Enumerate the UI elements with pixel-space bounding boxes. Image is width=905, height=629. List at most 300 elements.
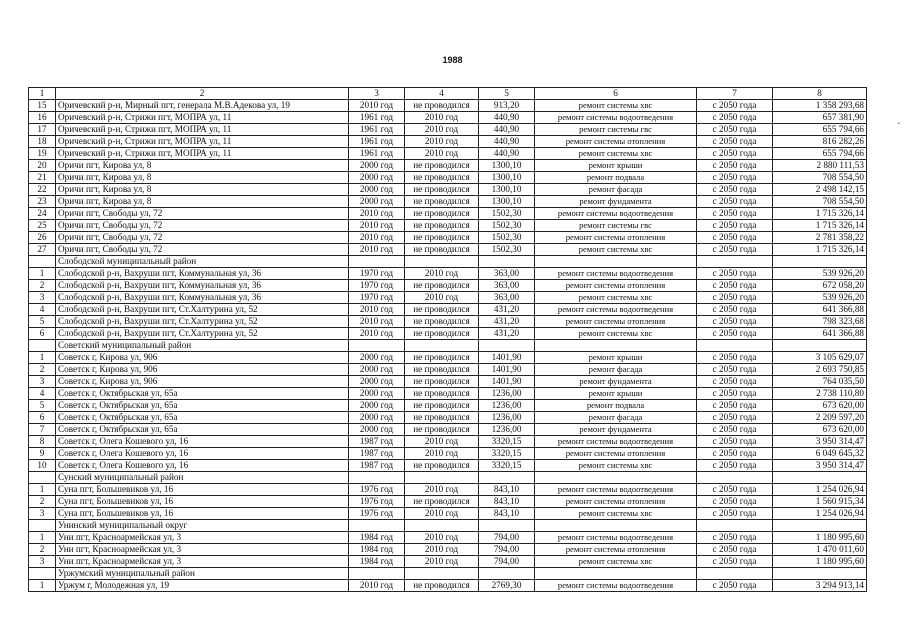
- table-row: [29, 496, 867, 508]
- row-number: 5: [29, 316, 56, 328]
- address-cell: Уни пгт, Красноармейская ул, 3: [56, 556, 349, 568]
- work-type-cell: ремонт системы отопления: [535, 136, 697, 148]
- row-number: 19: [29, 148, 56, 160]
- table-row: [29, 160, 867, 172]
- empty-cell: [29, 520, 56, 532]
- row-number: 25: [29, 220, 56, 232]
- cost-cell: 3 105 629,07: [773, 352, 867, 364]
- work-type-cell: ремонт крыши: [535, 352, 697, 364]
- table-row: [29, 364, 867, 376]
- empty-cell: [535, 340, 697, 352]
- row-number: 7: [29, 424, 56, 436]
- work-type-cell: ремонт системы отопления: [535, 280, 697, 292]
- empty-cell: [29, 340, 56, 352]
- area-cell: 913,20: [479, 100, 535, 112]
- build-year-cell: 1987 год: [349, 448, 405, 460]
- area-cell: 1502,30: [479, 220, 535, 232]
- cost-cell: 708 554,50: [773, 172, 867, 184]
- address-cell: Оричи пгт, Кирова ул, 8: [56, 196, 349, 208]
- last-repair-cell: не проводился: [405, 376, 479, 388]
- planned-period-cell: с 2050 года: [697, 400, 773, 412]
- area-cell: 1502,30: [479, 232, 535, 244]
- work-type-cell: ремонт системы отопления: [535, 496, 697, 508]
- planned-period-cell: с 2050 года: [697, 100, 773, 112]
- cost-cell: 655 794,66: [773, 124, 867, 136]
- area-cell: 431,20: [479, 304, 535, 316]
- last-repair-cell: не проводился: [405, 424, 479, 436]
- table-row: [29, 412, 867, 424]
- area-cell: 431,20: [479, 316, 535, 328]
- col-header-4: 4: [405, 88, 479, 100]
- row-number: 3: [29, 292, 56, 304]
- table-row: [29, 208, 867, 220]
- last-repair-cell: 2010 год: [405, 136, 479, 148]
- address-cell: Советск г, Октябрьская ул, 65а: [56, 424, 349, 436]
- row-number: 8: [29, 436, 56, 448]
- empty-cell: [29, 568, 56, 580]
- area-cell: 843,10: [479, 508, 535, 520]
- empty-cell: [349, 340, 405, 352]
- build-year-cell: 2000 год: [349, 400, 405, 412]
- build-year-cell: 2010 год: [349, 208, 405, 220]
- address-cell: Суна пгт, Большевиков ул, 16: [56, 508, 349, 520]
- area-cell: 1401,90: [479, 376, 535, 388]
- area-cell: 3320,15: [479, 460, 535, 472]
- planned-period-cell: с 2050 года: [697, 460, 773, 472]
- address-cell: Оричевский р-н, Мирный пгт, генерала М.В.Адекова ул, 19: [56, 100, 349, 112]
- cost-cell: 764 035,50: [773, 376, 867, 388]
- build-year-cell: 2000 год: [349, 352, 405, 364]
- build-year-cell: 2010 год: [349, 100, 405, 112]
- last-repair-cell: не проводился: [405, 388, 479, 400]
- address-cell: Оричевский р-н, Стрижи пгт, МОПРА ул, 11: [56, 136, 349, 148]
- last-repair-cell: 2010 год: [405, 112, 479, 124]
- work-type-cell: ремонт системы хвс: [535, 100, 697, 112]
- cost-cell: 1 180 995,60: [773, 532, 867, 544]
- address-cell: Советск г, Кирова ул, 906: [56, 364, 349, 376]
- area-cell: 1300,10: [479, 196, 535, 208]
- row-number: 1: [29, 268, 56, 280]
- planned-period-cell: с 2050 года: [697, 424, 773, 436]
- planned-period-cell: с 2050 года: [697, 580, 773, 592]
- build-year-cell: 2000 год: [349, 196, 405, 208]
- area-cell: 440,90: [479, 136, 535, 148]
- work-type-cell: ремонт системы гвс: [535, 124, 697, 136]
- table-row: [29, 244, 867, 256]
- district-row: [29, 340, 867, 352]
- area-cell: 440,90: [479, 124, 535, 136]
- planned-period-cell: с 2050 года: [697, 496, 773, 508]
- table-row: [29, 100, 867, 112]
- table-row: [29, 292, 867, 304]
- build-year-cell: 1970 год: [349, 292, 405, 304]
- address-cell: Слободской р-н, Вахруши пгт, Ст.Халтурина ул, 52: [56, 316, 349, 328]
- planned-period-cell: с 2050 года: [697, 484, 773, 496]
- page-number: 1988: [442, 55, 463, 65]
- empty-cell: [405, 568, 479, 580]
- empty-cell: [479, 472, 535, 484]
- empty-cell: [773, 340, 867, 352]
- last-repair-cell: 2010 год: [405, 268, 479, 280]
- planned-period-cell: с 2050 года: [697, 148, 773, 160]
- area-cell: 794,00: [479, 544, 535, 556]
- planned-period-cell: с 2050 года: [697, 196, 773, 208]
- row-number: 3: [29, 556, 56, 568]
- work-type-cell: ремонт системы хвс: [535, 460, 697, 472]
- work-type-cell: ремонт фундамента: [535, 376, 697, 388]
- area-cell: 1300,10: [479, 160, 535, 172]
- table-row: [29, 388, 867, 400]
- cost-cell: 641 366,88: [773, 304, 867, 316]
- table-row: [29, 220, 867, 232]
- col-header-1: 1: [29, 88, 56, 100]
- work-type-cell: ремонт системы отопления: [535, 316, 697, 328]
- build-year-cell: 1970 год: [349, 280, 405, 292]
- work-type-cell: ремонт системы отопления: [535, 448, 697, 460]
- table-row: [29, 280, 867, 292]
- cost-cell: 655 794,66: [773, 148, 867, 160]
- area-cell: 3320,15: [479, 436, 535, 448]
- area-cell: 1236,00: [479, 388, 535, 400]
- cost-cell: 1 470 011,60: [773, 544, 867, 556]
- cost-cell: 3 950 314,47: [773, 460, 867, 472]
- empty-cell: [773, 520, 867, 532]
- address-cell: Уни пгт, Красноармейская ул, 3: [56, 544, 349, 556]
- last-repair-cell: 2010 год: [405, 124, 479, 136]
- row-number: 6: [29, 412, 56, 424]
- row-number: 15: [29, 100, 56, 112]
- empty-cell: [349, 256, 405, 268]
- row-number: 10: [29, 460, 56, 472]
- address-cell: Советск г, Олега Кошевого ул, 16: [56, 460, 349, 472]
- planned-period-cell: с 2050 года: [697, 184, 773, 196]
- row-number: 5: [29, 400, 56, 412]
- cost-cell: 539 926,20: [773, 292, 867, 304]
- area-cell: 1502,30: [479, 244, 535, 256]
- area-cell: 2769,30: [479, 580, 535, 592]
- address-cell: Оричи пгт, Свободы ул, 72: [56, 220, 349, 232]
- last-repair-cell: не проводился: [405, 172, 479, 184]
- address-cell: Советск г, Олега Кошевого ул, 16: [56, 448, 349, 460]
- area-cell: 1502,30: [479, 208, 535, 220]
- address-cell: Оричевский р-н, Стрижи пгт, МОПРА ул, 11: [56, 112, 349, 124]
- district-row: [29, 520, 867, 532]
- cost-cell: 1 560 915,34: [773, 496, 867, 508]
- planned-period-cell: с 2050 года: [697, 508, 773, 520]
- planned-period-cell: с 2050 года: [697, 160, 773, 172]
- empty-cell: [405, 340, 479, 352]
- planned-period-cell: с 2050 года: [697, 352, 773, 364]
- build-year-cell: 1976 год: [349, 508, 405, 520]
- address-cell: Слободской р-н, Вахруши пгт, Коммунальная ул, 36: [56, 292, 349, 304]
- build-year-cell: 1961 год: [349, 124, 405, 136]
- address-cell: Оричи пгт, Свободы ул, 72: [56, 208, 349, 220]
- last-repair-cell: не проводился: [405, 364, 479, 376]
- last-repair-cell: не проводился: [405, 304, 479, 316]
- cost-cell: 1 254 026,94: [773, 508, 867, 520]
- work-type-cell: ремонт фундамента: [535, 196, 697, 208]
- planned-period-cell: с 2050 года: [697, 388, 773, 400]
- table-row: [29, 304, 867, 316]
- row-number: 22: [29, 184, 56, 196]
- last-repair-cell: 2010 год: [405, 544, 479, 556]
- build-year-cell: 2000 год: [349, 364, 405, 376]
- row-number: 3: [29, 376, 56, 388]
- address-cell: Слободской р-н, Вахруши пгт, Ст.Халтурина ул, 52: [56, 304, 349, 316]
- last-repair-cell: 2010 год: [405, 556, 479, 568]
- planned-period-cell: с 2050 года: [697, 436, 773, 448]
- district-name: Советский муниципальный район: [56, 340, 349, 352]
- planned-period-cell: с 2050 года: [697, 280, 773, 292]
- empty-cell: [535, 256, 697, 268]
- last-repair-cell: не проводился: [405, 328, 479, 340]
- area-cell: 431,20: [479, 328, 535, 340]
- empty-cell: [697, 568, 773, 580]
- work-type-cell: ремонт системы отопления: [535, 232, 697, 244]
- area-cell: 363,00: [479, 292, 535, 304]
- address-cell: Оричевский р-н, Стрижи пгт, МОПРА ул, 11: [56, 148, 349, 160]
- cost-cell: 798 323,68: [773, 316, 867, 328]
- last-repair-cell: не проводился: [405, 280, 479, 292]
- table-row: [29, 484, 867, 496]
- work-type-cell: ремонт системы водоотведения: [535, 436, 697, 448]
- row-number: 1: [29, 484, 56, 496]
- area-cell: 1401,90: [479, 352, 535, 364]
- cost-cell: 2 498 142,15: [773, 184, 867, 196]
- row-number: 3: [29, 508, 56, 520]
- last-repair-cell: не проводился: [405, 220, 479, 232]
- empty-cell: [773, 472, 867, 484]
- empty-cell: [697, 520, 773, 532]
- cost-cell: 673 620,00: [773, 400, 867, 412]
- cost-cell: 673 620,00: [773, 424, 867, 436]
- build-year-cell: 2010 год: [349, 232, 405, 244]
- last-repair-cell: не проводился: [405, 160, 479, 172]
- row-number: 2: [29, 364, 56, 376]
- cost-cell: 708 554,50: [773, 196, 867, 208]
- address-cell: Слободской р-н, Вахруши пгт, Ст.Халтурина ул, 52: [56, 328, 349, 340]
- table-row: [29, 400, 867, 412]
- work-type-cell: ремонт системы водоотведения: [535, 532, 697, 544]
- empty-cell: [773, 568, 867, 580]
- work-type-cell: ремонт крыши: [535, 388, 697, 400]
- col-header-3: 3: [349, 88, 405, 100]
- planned-period-cell: с 2050 года: [697, 220, 773, 232]
- cost-cell: 1 715 326,14: [773, 244, 867, 256]
- cost-cell: 2 781 358,22: [773, 232, 867, 244]
- work-type-cell: ремонт системы хвс: [535, 508, 697, 520]
- work-type-cell: ремонт системы хвс: [535, 292, 697, 304]
- build-year-cell: 1984 год: [349, 544, 405, 556]
- last-repair-cell: 2010 год: [405, 532, 479, 544]
- district-row: [29, 256, 867, 268]
- empty-cell: [479, 256, 535, 268]
- cost-cell: 1 254 026,94: [773, 484, 867, 496]
- work-type-cell: ремонт подвала: [535, 400, 697, 412]
- planned-period-cell: с 2050 года: [697, 376, 773, 388]
- build-year-cell: 2000 год: [349, 172, 405, 184]
- cost-cell: 1 715 326,14: [773, 220, 867, 232]
- area-cell: 440,90: [479, 148, 535, 160]
- empty-cell: [405, 520, 479, 532]
- table-row: [29, 268, 867, 280]
- empty-cell: [479, 520, 535, 532]
- cost-cell: 672 058,20: [773, 280, 867, 292]
- cost-cell: 1 358 293,68: [773, 100, 867, 112]
- margin-mark: ·: [897, 118, 901, 130]
- table-row: [29, 136, 867, 148]
- empty-cell: [349, 568, 405, 580]
- row-number: 2: [29, 544, 56, 556]
- work-type-cell: ремонт системы водоотведения: [535, 304, 697, 316]
- row-number: 18: [29, 136, 56, 148]
- build-year-cell: 2010 год: [349, 244, 405, 256]
- empty-cell: [697, 472, 773, 484]
- row-number: 2: [29, 280, 56, 292]
- planned-period-cell: с 2050 года: [697, 292, 773, 304]
- last-repair-cell: не проводился: [405, 232, 479, 244]
- row-number: 27: [29, 244, 56, 256]
- address-cell: Советск г, Октябрьская ул, 65а: [56, 388, 349, 400]
- cost-cell: 6 049 645,32: [773, 448, 867, 460]
- table-row: [29, 448, 867, 460]
- empty-cell: [479, 340, 535, 352]
- cost-cell: 3 950 314,47: [773, 436, 867, 448]
- table-row: [29, 124, 867, 136]
- work-type-cell: ремонт системы водоотведения: [535, 484, 697, 496]
- work-type-cell: ремонт крыши: [535, 160, 697, 172]
- last-repair-cell: не проводился: [405, 352, 479, 364]
- table-row: [29, 184, 867, 196]
- address-cell: Советск г, Октябрьская ул, 65а: [56, 412, 349, 424]
- work-type-cell: ремонт системы хвс: [535, 244, 697, 256]
- col-header-7: 7: [697, 88, 773, 100]
- work-type-cell: ремонт системы водоотведения: [535, 580, 697, 592]
- last-repair-cell: 2010 год: [405, 436, 479, 448]
- row-number: 1: [29, 580, 56, 592]
- row-number: 6: [29, 328, 56, 340]
- build-year-cell: 1961 год: [349, 148, 405, 160]
- address-cell: Уни пгт, Красноармейская ул, 3: [56, 532, 349, 544]
- build-year-cell: 2010 год: [349, 328, 405, 340]
- row-number: 17: [29, 124, 56, 136]
- last-repair-cell: не проводился: [405, 580, 479, 592]
- row-number: 1: [29, 352, 56, 364]
- empty-cell: [535, 472, 697, 484]
- col-header-2: 2: [56, 88, 349, 100]
- last-repair-cell: не проводился: [405, 316, 479, 328]
- planned-period-cell: с 2050 года: [697, 136, 773, 148]
- cost-cell: 2 209 597,20: [773, 412, 867, 424]
- build-year-cell: 1984 год: [349, 556, 405, 568]
- address-cell: Оричи пгт, Кирова ул, 8: [56, 184, 349, 196]
- address-cell: Советск г, Кирова ул, 906: [56, 352, 349, 364]
- build-year-cell: 2010 год: [349, 316, 405, 328]
- cost-cell: 1 180 995,60: [773, 556, 867, 568]
- district-name: Уржумский муниципальный район: [56, 568, 349, 580]
- planned-period-cell: с 2050 года: [697, 112, 773, 124]
- row-number: 1: [29, 532, 56, 544]
- table-row: [29, 328, 867, 340]
- cost-cell: 641 366,88: [773, 328, 867, 340]
- address-cell: Оричи пгт, Кирова ул, 8: [56, 160, 349, 172]
- address-cell: Слободской р-н, Вахруши пгт, Коммунальная ул, 36: [56, 280, 349, 292]
- last-repair-cell: 2010 год: [405, 484, 479, 496]
- last-repair-cell: не проводился: [405, 496, 479, 508]
- work-type-cell: ремонт системы хвс: [535, 556, 697, 568]
- planned-period-cell: с 2050 года: [697, 448, 773, 460]
- empty-cell: [349, 472, 405, 484]
- address-cell: Советск г, Октябрьская ул, 65а: [56, 400, 349, 412]
- empty-cell: [535, 520, 697, 532]
- last-repair-cell: 2010 год: [405, 448, 479, 460]
- district-name: Слободской муниципальный район: [56, 256, 349, 268]
- address-cell: Оричи пгт, Кирова ул, 8: [56, 172, 349, 184]
- cost-cell: 2 880 111,53: [773, 160, 867, 172]
- address-cell: Оричи пгт, Свободы ул, 72: [56, 244, 349, 256]
- col-header-8: 8: [773, 88, 867, 100]
- work-type-cell: ремонт фундамента: [535, 424, 697, 436]
- table-row: [29, 352, 867, 364]
- work-type-cell: ремонт подвала: [535, 172, 697, 184]
- table-row: [29, 232, 867, 244]
- row-number: 21: [29, 172, 56, 184]
- empty-cell: [405, 256, 479, 268]
- address-cell: Суна пгт, Большевиков ул, 16: [56, 484, 349, 496]
- last-repair-cell: не проводился: [405, 208, 479, 220]
- area-cell: 1300,10: [479, 184, 535, 196]
- planned-period-cell: с 2050 года: [697, 208, 773, 220]
- planned-period-cell: с 2050 года: [697, 532, 773, 544]
- cost-cell: 539 926,20: [773, 268, 867, 280]
- build-year-cell: 1961 год: [349, 112, 405, 124]
- planned-period-cell: с 2050 года: [697, 268, 773, 280]
- planned-period-cell: с 2050 года: [697, 304, 773, 316]
- build-year-cell: 2000 год: [349, 388, 405, 400]
- area-cell: 1401,90: [479, 364, 535, 376]
- work-type-cell: ремонт фасада: [535, 364, 697, 376]
- address-cell: Суна пгт, Большевиков ул, 16: [56, 496, 349, 508]
- address-cell: Оричи пгт, Свободы ул, 72: [56, 232, 349, 244]
- work-type-cell: ремонт системы водоотведения: [535, 268, 697, 280]
- table-row: [29, 436, 867, 448]
- last-repair-cell: не проводился: [405, 412, 479, 424]
- build-year-cell: 1961 год: [349, 136, 405, 148]
- work-type-cell: ремонт системы отопления: [535, 544, 697, 556]
- table-row: [29, 376, 867, 388]
- planned-period-cell: с 2050 года: [697, 412, 773, 424]
- last-repair-cell: не проводился: [405, 460, 479, 472]
- planned-period-cell: с 2050 года: [697, 556, 773, 568]
- address-cell: Советск г, Олега Кошевого ул, 16: [56, 436, 349, 448]
- area-cell: 1236,00: [479, 412, 535, 424]
- empty-cell: [479, 568, 535, 580]
- build-year-cell: 2010 год: [349, 220, 405, 232]
- area-cell: 363,00: [479, 280, 535, 292]
- build-year-cell: 1987 год: [349, 460, 405, 472]
- last-repair-cell: не проводился: [405, 400, 479, 412]
- cost-cell: 2 693 750,85: [773, 364, 867, 376]
- area-cell: 1300,10: [479, 172, 535, 184]
- last-repair-cell: не проводился: [405, 196, 479, 208]
- build-year-cell: 2010 год: [349, 580, 405, 592]
- table-row: [29, 316, 867, 328]
- work-type-cell: ремонт системы хвс: [535, 148, 697, 160]
- area-cell: 843,10: [479, 484, 535, 496]
- table-body: [29, 100, 867, 592]
- work-type-cell: ремонт системы водоотведения: [535, 208, 697, 220]
- area-cell: 843,10: [479, 496, 535, 508]
